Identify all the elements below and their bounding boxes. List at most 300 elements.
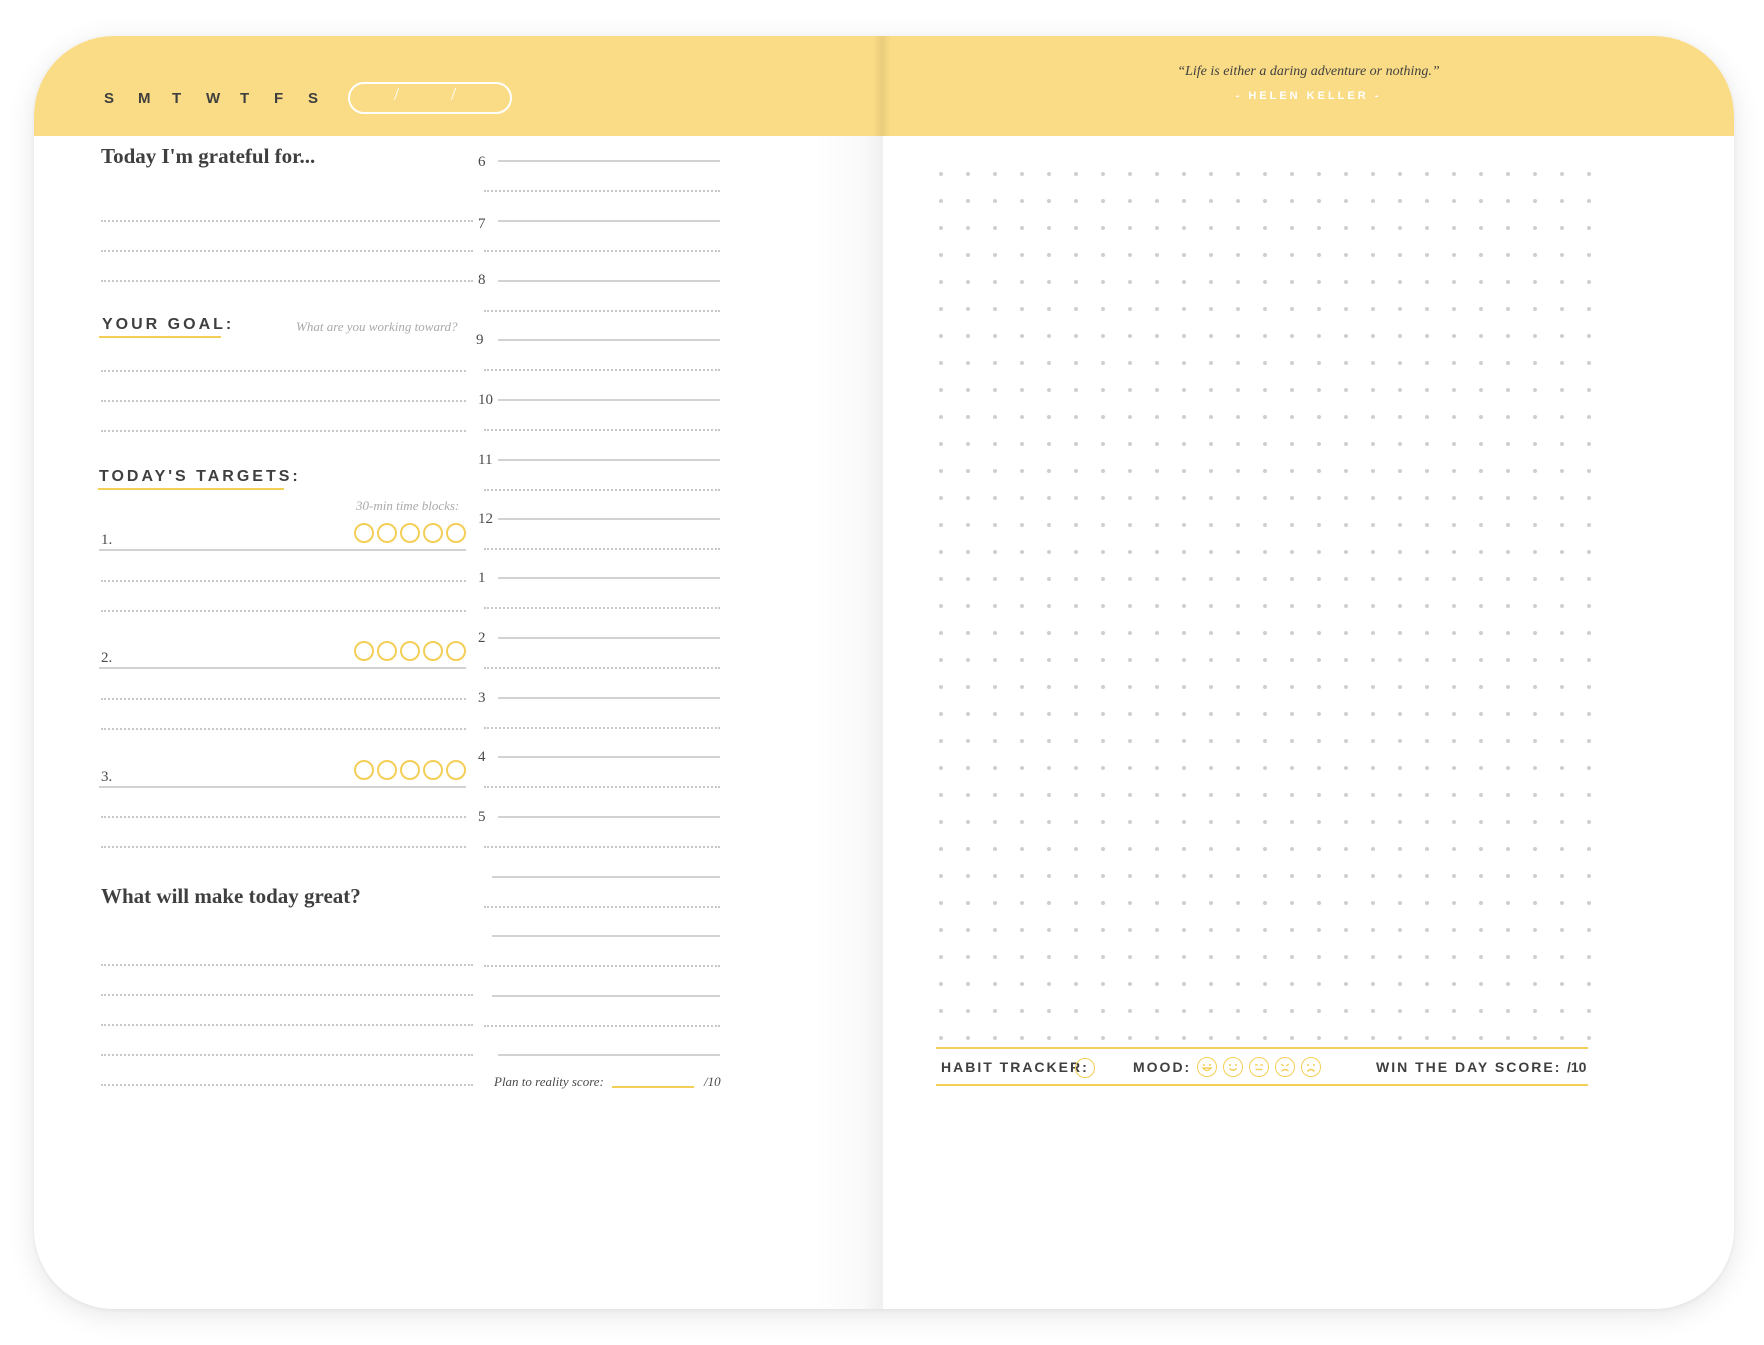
time-block-circle[interactable] [354,523,374,543]
grid-dot [939,982,943,986]
grid-dot [1128,172,1132,176]
grid-dot [1236,874,1240,878]
time-block-circle[interactable] [400,523,420,543]
grid-dot [1344,793,1348,797]
grid-dot [1101,550,1105,554]
grid-dot [1479,280,1483,284]
goal-line[interactable] [101,400,466,402]
grid-dot [1317,469,1321,473]
grid-dot [1020,658,1024,662]
grid-dot [1317,604,1321,608]
grid-dot [1074,199,1078,203]
schedule-half-line[interactable] [484,607,720,609]
schedule-half-line[interactable] [484,429,720,431]
date-slash: / [451,84,457,104]
grid-dot [1317,253,1321,257]
weekday-saturday[interactable]: S [308,90,320,107]
schedule-half-line[interactable] [484,846,720,848]
schedule-extra-line[interactable] [498,1054,720,1056]
schedule-hour: 4 [478,749,486,765]
weekday-selector [104,90,342,107]
grid-dot [1506,253,1510,257]
grid-dot [1101,739,1105,743]
grid-dot [1047,955,1051,959]
grid-dot [939,388,943,392]
targets-heading-underline [98,488,284,490]
mood-label: MOOD: [1133,1059,1192,1075]
grid-dot [1344,604,1348,608]
grid-dot [1560,199,1564,203]
grid-dot [1587,361,1591,365]
target-note-line[interactable] [101,610,466,612]
grid-dot [939,847,943,851]
grid-dot [1020,766,1024,770]
grid-dot [1317,172,1321,176]
grid-dot [1398,442,1402,446]
grid-dot [1506,928,1510,932]
grid-dot [1452,550,1456,554]
grid-dot [1560,685,1564,689]
grid-dot [1047,199,1051,203]
grid-dot [966,253,970,257]
grid-dot [1560,415,1564,419]
time-block-circle[interactable] [400,760,420,780]
grid-dot [1263,766,1267,770]
grid-dot [1479,334,1483,338]
grid-dot [939,226,943,230]
grid-dot [1047,388,1051,392]
grid-dot [1452,820,1456,824]
time-block-circle[interactable] [377,641,397,661]
grid-dot [1533,550,1537,554]
quote-text: “Life is either a daring adventure or nothing.” [1177,64,1440,79]
grid-dot [1371,523,1375,527]
footer-bottom-rule [936,1084,1588,1086]
weekday-friday[interactable]: F [274,90,285,107]
schedule-half-line[interactable] [484,786,720,788]
grid-dot [1344,685,1348,689]
grid-dot [1128,631,1132,635]
grid-dot [1425,199,1429,203]
grid-dot [1398,550,1402,554]
grid-dot [1047,442,1051,446]
grid-dot [1128,793,1132,797]
grid-dot [1263,1036,1267,1040]
schedule-hour-line[interactable] [498,637,720,639]
schedule-hour-line[interactable] [498,220,720,222]
grid-dot [1344,415,1348,419]
grid-dot [1560,523,1564,527]
weekday-monday[interactable]: M [138,90,152,107]
schedule-half-line[interactable] [484,1025,720,1027]
schedule-hour: 11 [478,452,493,468]
grid-dot [1182,172,1186,176]
grid-dot [1479,604,1483,608]
grid-dot [1236,415,1240,419]
time-block-circle[interactable] [446,760,466,780]
grid-dot [1101,793,1105,797]
grid-dot [1587,604,1591,608]
grid-dot [1533,442,1537,446]
schedule-hour-line[interactable] [498,339,720,341]
grid-dot [1263,253,1267,257]
grid-dot [1209,496,1213,500]
schedule-half-line[interactable] [484,906,720,908]
grid-dot [1317,739,1321,743]
grid-dot [1263,172,1267,176]
grid-dot [1560,280,1564,284]
grid-dot [1371,577,1375,581]
grid-dot [1452,172,1456,176]
grid-dot [1398,766,1402,770]
grid-dot [1101,955,1105,959]
time-block-circle[interactable] [446,641,466,661]
schedule-half-line[interactable] [484,310,720,312]
grid-dot [1560,874,1564,878]
grid-dot [1101,901,1105,905]
schedule-hour-line[interactable] [498,697,720,699]
grid-dot [1209,469,1213,473]
grid-dot [1074,766,1078,770]
grid-dot [1371,874,1375,878]
grid-dot [1128,496,1132,500]
grid-dot [1182,901,1186,905]
grid-dot [1236,577,1240,581]
time-block-circle[interactable] [377,523,397,543]
grid-dot [1506,793,1510,797]
grid-dot [939,523,943,527]
weekday-thursday[interactable]: T [240,90,251,107]
grid-dot [1344,334,1348,338]
grid-dot [1533,1036,1537,1040]
time-block-circle[interactable] [354,641,374,661]
grid-dot [1074,1036,1078,1040]
grid-dot [1155,928,1159,932]
grid-dot [1506,739,1510,743]
grid-dot [1101,469,1105,473]
grid-dot [1074,388,1078,392]
grid-dot [1317,550,1321,554]
great-line[interactable] [101,964,473,966]
grid-dot [1425,928,1429,932]
target-number: 2. [101,650,113,666]
grid-dot [993,496,997,500]
great-line[interactable] [101,1054,473,1056]
grid-dot [1263,901,1267,905]
grid-dot [966,550,970,554]
grid-dot [1533,361,1537,365]
grid-dot [993,739,997,743]
grid-dot [993,955,997,959]
grid-dot [939,1036,943,1040]
grid-dot [966,172,970,176]
right-page [883,36,1734,1309]
grid-dot [1398,253,1402,257]
grid-dot [1398,577,1402,581]
grid-dot [1128,1009,1132,1013]
great-line[interactable] [101,994,473,996]
grateful-line[interactable] [101,250,473,252]
grid-dot [993,523,997,527]
grid-dot [1290,874,1294,878]
grid-dot [1074,604,1078,608]
grid-dot [1425,253,1429,257]
grid-dot [1452,334,1456,338]
grid-dot [1236,496,1240,500]
grid-dot [1020,442,1024,446]
schedule-extra-line[interactable] [492,935,720,937]
grid-dot [1371,739,1375,743]
schedule-hour-line[interactable] [498,756,720,758]
unhappy-face-icon[interactable] [1275,1057,1295,1077]
grid-dot [1371,847,1375,851]
grid-dot [1479,1036,1483,1040]
happy-face-icon[interactable] [1223,1057,1243,1077]
habit-tracker-circle[interactable] [1075,1058,1095,1078]
weekday-wednesday[interactable]: W [206,90,222,107]
great-line[interactable] [101,1024,473,1026]
grid-dot [1425,469,1429,473]
grid-dot [1506,442,1510,446]
grid-dot [1263,793,1267,797]
time-block-circle[interactable] [400,641,420,661]
grid-dot [1560,253,1564,257]
grid-dot [1236,928,1240,932]
grid-dot [1290,361,1294,365]
grid-dot [1587,442,1591,446]
dot-grid[interactable] [939,172,1679,1052]
grid-dot [1533,874,1537,878]
great-line[interactable] [101,1084,473,1086]
grid-dot [1587,550,1591,554]
grid-dot [1263,685,1267,689]
grateful-line[interactable] [101,280,473,282]
grid-dot [1263,577,1267,581]
grid-dot [939,874,943,878]
schedule-hour-line[interactable] [498,459,720,461]
goal-line[interactable] [101,370,466,372]
grid-dot [1533,685,1537,689]
plan-score-suffix: /10 [704,1074,721,1089]
grid-dot [1398,523,1402,527]
grid-dot [1452,1009,1456,1013]
grid-dot [1155,874,1159,878]
grid-dot [1317,577,1321,581]
grid-dot [1452,685,1456,689]
grid-dot [1236,550,1240,554]
target-line[interactable] [99,667,466,669]
neutral-face-icon[interactable] [1249,1057,1269,1077]
grid-dot [1425,901,1429,905]
schedule-hour-line[interactable] [498,399,720,401]
time-block-circle[interactable] [354,760,374,780]
grid-dot [1047,361,1051,365]
grateful-line[interactable] [101,220,473,222]
grid-dot [1236,523,1240,527]
weekday-sunday[interactable]: S [104,90,116,107]
grid-dot [1344,766,1348,770]
grid-dot [1506,172,1510,176]
grid-dot [1155,712,1159,716]
grid-dot [1128,550,1132,554]
grid-dot [1182,496,1186,500]
time-block-circle[interactable] [377,760,397,780]
grid-dot [993,334,997,338]
grid-dot [966,712,970,716]
grid-dot [1452,226,1456,230]
grid-dot [966,361,970,365]
grid-dot [1506,226,1510,230]
goal-heading: YOUR GOAL: [102,316,235,333]
schedule-hour-line[interactable] [498,160,720,162]
grid-dot [1263,550,1267,554]
target-line[interactable] [99,549,466,551]
grid-dot [1533,523,1537,527]
planner-spread [34,36,1734,1309]
schedule-extra-line[interactable] [492,876,720,878]
grid-dot [1155,253,1159,257]
grid-dot [1398,658,1402,662]
grid-dot [1047,334,1051,338]
grid-dot [1452,199,1456,203]
grid-dot [993,469,997,473]
grid-dot [1452,523,1456,527]
schedule-hour-line[interactable] [498,577,720,579]
schedule-hour: 6 [478,154,486,170]
grid-dot [1587,901,1591,905]
grid-dot [1560,388,1564,392]
grid-dot [1452,253,1456,257]
grid-dot [1317,685,1321,689]
grid-dot [1182,469,1186,473]
target-note-line[interactable] [101,580,466,582]
grid-dot [1074,226,1078,230]
grid-dot [1182,361,1186,365]
grid-dot [1398,415,1402,419]
grid-dot [1263,523,1267,527]
grid-dot [1317,388,1321,392]
grid-dot [1425,334,1429,338]
grid-dot [1155,847,1159,851]
grid-dot [1344,847,1348,851]
very-happy-face-icon[interactable] [1197,1057,1217,1077]
grid-dot [1344,550,1348,554]
grid-dot [1506,577,1510,581]
grid-dot [1290,550,1294,554]
time-block-circle[interactable] [423,641,443,661]
grid-dot [939,550,943,554]
grid-dot [1182,226,1186,230]
grid-dot [1020,550,1024,554]
grid-dot [1371,631,1375,635]
schedule-half-line[interactable] [484,369,720,371]
schedule-half-line[interactable] [484,489,720,491]
schedule-hour-line[interactable] [498,518,720,520]
grid-dot [1371,172,1375,176]
grid-dot [1182,712,1186,716]
grid-dot [1371,955,1375,959]
grid-dot [1344,928,1348,932]
time-block-circle[interactable] [446,523,466,543]
grid-dot [1506,550,1510,554]
grid-dot [1074,901,1078,905]
grid-dot [1209,388,1213,392]
schedule-half-line[interactable] [484,667,720,669]
grid-dot [1155,658,1159,662]
grid-dot [1587,469,1591,473]
grid-dot [1371,442,1375,446]
grid-dot [1074,658,1078,662]
schedule-hour-line[interactable] [498,280,720,282]
grid-dot [1344,1036,1348,1040]
grid-dot [1398,1009,1402,1013]
grid-dot [1047,631,1051,635]
plan-score-field[interactable] [612,1086,694,1088]
schedule-half-line[interactable] [484,250,720,252]
grid-dot [1209,253,1213,257]
grid-dot [1209,415,1213,419]
schedule-half-line[interactable] [484,548,720,550]
date-field[interactable] [348,82,512,114]
goal-line[interactable] [101,430,466,432]
grid-dot [1398,955,1402,959]
grid-dot [1236,253,1240,257]
grid-dot [1209,280,1213,284]
grid-dot [1479,1009,1483,1013]
grid-dot [1182,766,1186,770]
grid-dot [1182,334,1186,338]
time-block-circle[interactable] [423,760,443,780]
grid-dot [1398,496,1402,500]
target-note-line[interactable] [101,816,466,818]
grid-dot [939,766,943,770]
target-line[interactable] [99,786,466,788]
target-note-line[interactable] [101,698,466,700]
grid-dot [1020,388,1024,392]
grid-dot [993,793,997,797]
grid-dot [1101,577,1105,581]
schedule-hour: 7 [478,216,486,232]
target-note-line[interactable] [101,846,466,848]
grid-dot [1533,901,1537,905]
grid-dot [1317,496,1321,500]
sad-face-icon[interactable] [1301,1057,1321,1077]
grid-dot [1560,658,1564,662]
schedule-half-line[interactable] [484,727,720,729]
schedule-half-line[interactable] [484,190,720,192]
grid-dot [1047,307,1051,311]
grid-dot [1533,793,1537,797]
grid-dot [1155,388,1159,392]
grid-dot [1155,172,1159,176]
plan-score-label: Plan to reality score: [494,1074,604,1089]
grid-dot [1506,901,1510,905]
grid-dot [966,280,970,284]
grid-dot [1047,685,1051,689]
grid-dot [1344,226,1348,230]
schedule-extra-line[interactable] [492,995,720,997]
target-note-line[interactable] [101,728,466,730]
grid-dot [1128,199,1132,203]
grid-dot [1317,955,1321,959]
grid-dot [993,766,997,770]
schedule-hour-line[interactable] [498,816,720,818]
schedule-half-line[interactable] [484,965,720,967]
grid-dot [1506,820,1510,824]
weekday-tuesday[interactable]: T [172,90,183,107]
right-header-band [883,36,1734,136]
time-block-circle[interactable] [423,523,443,543]
